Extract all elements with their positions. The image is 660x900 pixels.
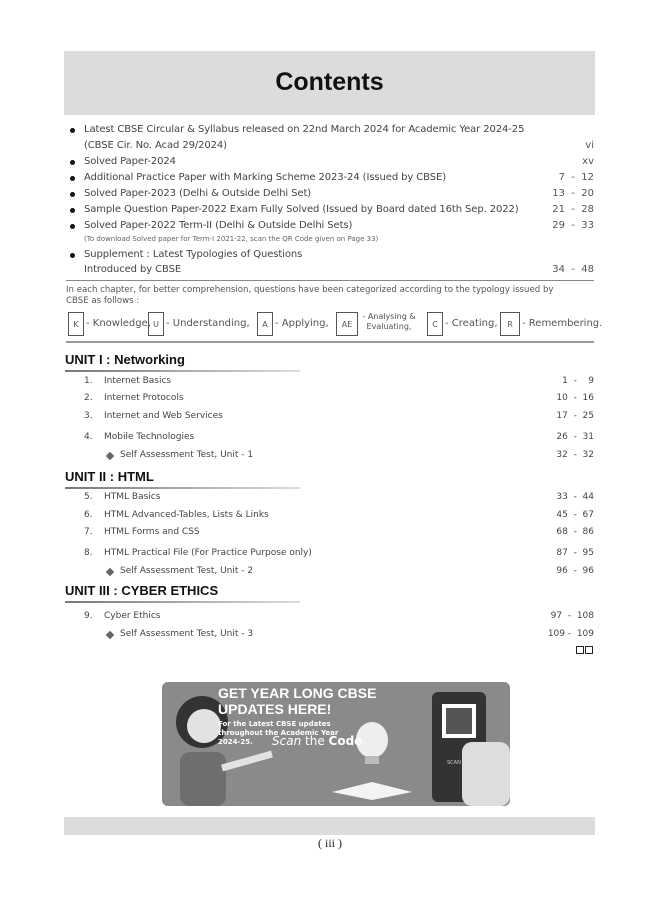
typology-code-box: U xyxy=(148,312,164,336)
chapter-title: Internet Basics xyxy=(104,376,172,386)
banner-headline: UPDATES HERE! xyxy=(218,701,332,717)
typology-code-box: AE xyxy=(336,312,358,336)
page-range: 34 - 48 xyxy=(552,264,594,275)
page-range: 97 - 108 xyxy=(550,611,594,621)
chapter-title: Mobile Technologies xyxy=(104,432,195,442)
page-range: 26 - 31 xyxy=(556,432,594,442)
typology-intro: CBSE as follows : xyxy=(66,296,140,306)
contents-entry: Additional Practice Paper with Marking Scheme 2023-24 (Issued by CBSE) xyxy=(84,172,447,183)
chapter-number: 4. xyxy=(84,432,93,442)
chapter-number: 1. xyxy=(84,376,93,386)
diamond-icon xyxy=(106,568,114,576)
chapter-number: 8. xyxy=(84,548,93,558)
end-square-icon xyxy=(585,646,593,654)
contents-entry: Solved Paper-2024 xyxy=(84,156,176,167)
chapter-title: Internet and Web Services xyxy=(104,411,223,421)
contents-entry: Latest CBSE Circular & Syllabus released on 22nd March 2024 for Academic Year 2024-25 xyxy=(84,124,525,135)
self-assessment-link: Self Assessment Test, Unit - 1 xyxy=(120,450,254,460)
chapter-number: 2. xyxy=(84,393,93,403)
page-range: 32 - 32 xyxy=(556,450,594,460)
unit-underline xyxy=(65,487,300,489)
page-title: Contents xyxy=(275,68,384,96)
unit-heading: UNIT II : HTML xyxy=(65,469,154,484)
page-range: 33 - 44 xyxy=(556,492,594,502)
divider xyxy=(66,280,594,281)
diamond-icon xyxy=(106,452,114,460)
page-range: 68 - 86 xyxy=(556,527,594,537)
page-range: 1 - 9 xyxy=(562,376,594,386)
page-range: 109 - 109 xyxy=(547,629,594,639)
end-square-icon xyxy=(576,646,584,654)
bullet-icon xyxy=(70,192,75,197)
typology-label: - Understanding, xyxy=(166,318,250,329)
typology-label: - Remembering. xyxy=(522,318,603,329)
page-range: 7 - 12 xyxy=(558,172,594,183)
bullet-icon xyxy=(70,224,75,229)
banner-subtext: 2024-25. xyxy=(218,738,253,746)
page-number: ( iii ) xyxy=(318,836,342,850)
typology-label: - Applying, xyxy=(275,318,329,329)
bullet-icon xyxy=(70,208,75,213)
page-range: 96 - 96 xyxy=(556,566,594,576)
chapter-title: Internet Protocols xyxy=(104,393,184,403)
chapter-number: 3. xyxy=(84,411,93,421)
banner-subtext: throughout the Academic Year xyxy=(218,729,339,737)
contents-entry: Solved Paper-2023 (Delhi & Outside Delhi Set) xyxy=(84,188,312,199)
page-range: 13 - 20 xyxy=(552,188,594,199)
cbse-updates-banner[interactable] xyxy=(162,682,510,806)
chapter-number: 5. xyxy=(84,492,93,502)
self-assessment-link: Self Assessment Test, Unit - 3 xyxy=(120,629,254,639)
typology-label: - Analysing & Evaluating, xyxy=(362,312,416,331)
unit-underline xyxy=(65,370,300,372)
scan-word: Scan xyxy=(272,734,302,748)
chapter-title: Cyber Ethics xyxy=(104,611,161,621)
page-range: 29 - 33 xyxy=(552,220,594,231)
bullet-icon xyxy=(70,253,75,258)
code-word: Code xyxy=(328,734,363,748)
page-range: 45 - 67 xyxy=(556,510,594,520)
page-range: 87 - 95 xyxy=(556,548,594,558)
contents-entry: Solved Paper-2022 Term-II (Delhi & Outside Delhi Sets) xyxy=(84,220,353,231)
banner-subtext: For the Latest CBSE updates xyxy=(218,720,331,728)
bullet-icon xyxy=(70,176,75,181)
contents-entry: (CBSE Cir. No. Acad 29/2024) xyxy=(84,140,227,151)
typology-code-box: C xyxy=(427,312,443,336)
typology-code-box: K xyxy=(68,312,84,336)
chapter-title: HTML Practical File (For Practice Purpose only) xyxy=(104,548,312,558)
the-word: the xyxy=(301,734,329,748)
typology-label: - Knowledge, xyxy=(86,318,151,329)
page-range: xv xyxy=(582,156,594,167)
phone-scan-button: SCAN xyxy=(447,760,461,766)
banner-headline: GET YEAR LONG CBSE xyxy=(218,685,377,701)
chapter-title: HTML Basics xyxy=(104,492,161,502)
bullet-icon xyxy=(70,128,75,133)
contents-entry: Supplement : Latest Typologies of Questions xyxy=(84,249,303,260)
typology-code-box: A xyxy=(257,312,273,336)
self-assessment-link: Self Assessment Test, Unit - 2 xyxy=(120,566,254,576)
bullet-icon xyxy=(70,160,75,165)
typology-code-box: R xyxy=(500,312,520,336)
chapter-number: 7. xyxy=(84,527,93,537)
chapter-title: HTML Forms and CSS xyxy=(104,527,200,537)
contents-entry: (To download Solved paper for Term-I 2021-22, scan the QR Code given on Page 33) xyxy=(84,235,379,243)
unit-heading: UNIT I : Networking xyxy=(65,352,185,367)
diamond-icon xyxy=(106,631,114,639)
divider xyxy=(66,341,594,343)
page-range: 17 - 25 xyxy=(556,411,594,421)
typology-intro: In each chapter, for better comprehension, questions have been categorized according to the typology issued by xyxy=(66,285,554,295)
chapter-number: 9. xyxy=(84,611,93,621)
unit-underline xyxy=(65,601,300,603)
chapter-number: 6. xyxy=(84,510,93,520)
contents-entry: Sample Question Paper-2022 Exam Fully Solved (Issued by Board dated 16th Sep. 2022) xyxy=(84,204,519,215)
page-range: 21 - 28 xyxy=(552,204,594,215)
scan-the-code xyxy=(272,734,362,748)
chapter-title: HTML Advanced-Tables, Lists & Links xyxy=(104,510,269,520)
contents-entry: Introduced by CBSE xyxy=(84,264,182,275)
footer-band xyxy=(64,817,595,835)
typology-label: - Creating, xyxy=(445,318,498,329)
unit-heading: UNIT III : CYBER ETHICS xyxy=(65,583,219,598)
page-range: 10 - 16 xyxy=(556,393,594,403)
page-range: vi xyxy=(585,140,594,151)
